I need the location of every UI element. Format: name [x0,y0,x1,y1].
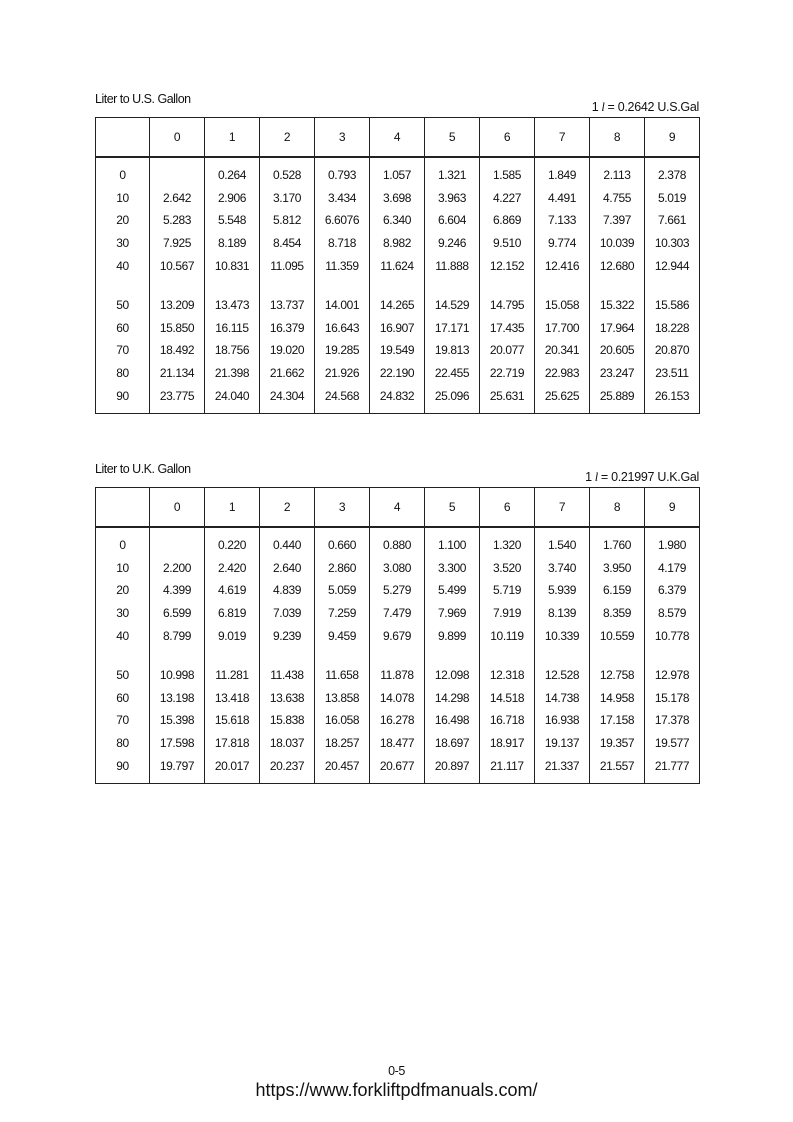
conversion-table [95,117,700,414]
table-cell: 3.434 [315,187,370,210]
table-cell: 7.259 [315,602,370,625]
table-cell: 3.170 [260,187,315,210]
table-cell: 4.179 [645,557,700,580]
table-cell: 15.850 [150,317,205,340]
column-header: 8 [590,488,645,528]
table-cell: 17.171 [425,317,480,340]
table-cell: 20.341 [535,339,590,362]
table-cell: 0.528 [260,164,315,187]
table-cell: 6.819 [205,602,260,625]
table-cell: 6.604 [425,209,480,232]
table-cell: 8.799 [150,624,205,647]
table-cell: 21.777 [645,754,700,777]
row-label: 80 [96,362,150,385]
table-cell: 20.077 [480,339,535,362]
table-cell: 2.640 [260,557,315,580]
table-cell [150,534,205,557]
table-cell: 16.058 [315,709,370,732]
table-cell: 22.455 [425,362,480,385]
table-cell: 18.257 [315,732,370,755]
table-title: Liter to U.S. Gallon [95,92,191,106]
corner-header [96,118,150,158]
table-row [96,557,700,580]
table-cell: 1.320 [480,534,535,557]
column-header: 4 [370,118,425,158]
table-cell: 26.153 [645,384,700,407]
table-cell: 12.758 [590,664,645,687]
table-cell [150,164,205,187]
table-cell: 24.304 [260,384,315,407]
table-cell: 19.577 [645,732,700,755]
table-cell: 13.198 [150,687,205,710]
table-cell: 9.774 [535,232,590,255]
column-header: 0 [150,118,205,158]
column-header: 2 [260,118,315,158]
table-row [96,732,700,755]
table-cell: 3.698 [370,187,425,210]
spacer-row [96,157,700,164]
table-cell: 13.418 [205,687,260,710]
table-cell: 0.660 [315,534,370,557]
table-cell: 3.950 [590,557,645,580]
column-header: 4 [370,488,425,528]
table-cell: 18.492 [150,339,205,362]
table-cell: 16.498 [425,709,480,732]
column-header: 3 [315,488,370,528]
table-cell: 20.017 [205,754,260,777]
table-cell: 3.300 [425,557,480,580]
row-label: 70 [96,339,150,362]
table-cell: 16.938 [535,709,590,732]
table-cell: 1.057 [370,164,425,187]
table-cell: 14.298 [425,687,480,710]
table-cell: 1.849 [535,164,590,187]
table-cell: 21.557 [590,754,645,777]
table-cell: 10.039 [590,232,645,255]
table-cell: 20.897 [425,754,480,777]
table-cell: 21.337 [535,754,590,777]
table-cell: 7.969 [425,602,480,625]
table-cell: 12.680 [590,254,645,277]
table-cell: 6.6076 [315,209,370,232]
table-cell: 15.058 [535,294,590,317]
table-cell: 17.378 [645,709,700,732]
table-cell: 5.019 [645,187,700,210]
table-cell: 0.220 [205,534,260,557]
table-cell: 0.793 [315,164,370,187]
table-cell: 1.321 [425,164,480,187]
table-cell: 20.605 [590,339,645,362]
table-cell: 19.797 [150,754,205,777]
table-cell: 18.477 [370,732,425,755]
factor-prefix: 1 [591,100,599,114]
table-cell: 17.700 [535,317,590,340]
table-cell: 14.738 [535,687,590,710]
row-label: 90 [96,384,150,407]
table-cell: 25.631 [480,384,535,407]
table-cell: 14.001 [315,294,370,317]
table-cell: 10.998 [150,664,205,687]
table-cell: 25.625 [535,384,590,407]
row-label: 50 [96,664,150,687]
table-cell: 20.870 [645,339,700,362]
table-cell: 11.438 [260,664,315,687]
row-label: 0 [96,164,150,187]
table-cell: 3.080 [370,557,425,580]
table-row [96,384,700,407]
table-cell: 16.115 [205,317,260,340]
row-label: 40 [96,254,150,277]
table-cell: 8.359 [590,602,645,625]
table-row [96,164,700,187]
table-row [96,294,700,317]
table-cell: 6.340 [370,209,425,232]
table-cell: 5.719 [480,579,535,602]
column-header: 5 [425,488,480,528]
table-cell: 5.059 [315,579,370,602]
column-header: 3 [315,118,370,158]
column-header: 6 [480,488,535,528]
table-title: Liter to U.K. Gallon [95,462,191,476]
table-cell: 4.399 [150,579,205,602]
table-cell: 8.139 [535,602,590,625]
row-label: 30 [96,602,150,625]
table-cell: 24.040 [205,384,260,407]
table-cell: 12.528 [535,664,590,687]
table-row [96,709,700,732]
table-row [96,624,700,647]
table-row [96,664,700,687]
table-cell: 16.718 [480,709,535,732]
table-cell: 10.339 [535,624,590,647]
table-cell: 23.511 [645,362,700,385]
table-cell: 10.567 [150,254,205,277]
table-cell: 16.907 [370,317,425,340]
table-row [96,362,700,385]
table-cell: 23.775 [150,384,205,407]
row-label: 0 [96,534,150,557]
table-cell: 14.078 [370,687,425,710]
column-header: 5 [425,118,480,158]
table-cell: 7.479 [370,602,425,625]
row-label: 80 [96,732,150,755]
column-header: 9 [645,488,700,528]
table-cell: 6.869 [480,209,535,232]
table-cell: 7.661 [645,209,700,232]
table-cell: 20.237 [260,754,315,777]
table-cell: 5.939 [535,579,590,602]
table-cell: 19.813 [425,339,480,362]
row-label: 30 [96,232,150,255]
table-cell: 13.737 [260,294,315,317]
table-cell: 22.719 [480,362,535,385]
table-cell: 13.473 [205,294,260,317]
corner-header [96,488,150,528]
table-cell: 9.510 [480,232,535,255]
table-cell: 21.662 [260,362,315,385]
table-cell: 12.416 [535,254,590,277]
table-cell: 19.357 [590,732,645,755]
table-cell: 2.420 [205,557,260,580]
column-header: 8 [590,118,645,158]
table-cell: 15.398 [150,709,205,732]
spacer-row [96,407,700,414]
table-cell: 17.158 [590,709,645,732]
row-label: 60 [96,687,150,710]
table-row [96,534,700,557]
table-cell: 13.209 [150,294,205,317]
table-cell: 5.279 [370,579,425,602]
table-cell: 10.831 [205,254,260,277]
table-cell: 15.618 [205,709,260,732]
table-cell: 0.264 [205,164,260,187]
table-cell: 11.359 [315,254,370,277]
table-cell: 5.812 [260,209,315,232]
table-cell: 9.899 [425,624,480,647]
table-cell: 19.549 [370,339,425,362]
table-cell: 4.839 [260,579,315,602]
table-cell: 22.190 [370,362,425,385]
table-cell: 5.548 [205,209,260,232]
table-cell: 9.246 [425,232,480,255]
table-cell: 12.152 [480,254,535,277]
column-header: 9 [645,118,700,158]
liter-symbol: l [601,100,605,114]
table-row [96,339,700,362]
table-row [96,317,700,340]
column-header: 6 [480,118,535,158]
table-cell: 9.019 [205,624,260,647]
table-cell: 12.978 [645,664,700,687]
table-cell: 15.838 [260,709,315,732]
table-cell: 12.098 [425,664,480,687]
table-cell: 6.159 [590,579,645,602]
table-cell: 11.878 [370,664,425,687]
table-cell: 18.697 [425,732,480,755]
table-cell: 9.679 [370,624,425,647]
table-cell: 6.379 [645,579,700,602]
table-cell: 0.440 [260,534,315,557]
table-cell: 19.137 [535,732,590,755]
table-row [96,232,700,255]
table-cell: 7.039 [260,602,315,625]
table-cell: 2.642 [150,187,205,210]
table-cell: 15.586 [645,294,700,317]
footer-url: https://www.forkliftpdfmanuals.com/ [255,1080,538,1100]
table-cell: 14.265 [370,294,425,317]
table-cell: 7.133 [535,209,590,232]
table-row [96,579,700,602]
table-row [96,687,700,710]
table-cell: 8.189 [205,232,260,255]
header-row [96,118,700,158]
factor-value: = 0.2642 U.S.Gal [607,100,699,114]
table-cell: 23.247 [590,362,645,385]
table-cell: 17.598 [150,732,205,755]
column-header: 1 [205,118,260,158]
table-cell: 1.540 [535,534,590,557]
table-row [96,209,700,232]
table-row [96,254,700,277]
table-cell: 1.585 [480,164,535,187]
factor-value: = 0.21997 U.K.Gal [600,470,699,484]
table-cell: 18.917 [480,732,535,755]
table-cell: 21.398 [205,362,260,385]
table-cell: 4.227 [480,187,535,210]
table-cell: 1.100 [425,534,480,557]
table-cell: 17.435 [480,317,535,340]
table-cell: 7.397 [590,209,645,232]
table-cell: 9.239 [260,624,315,647]
table-cell: 14.518 [480,687,535,710]
row-label: 50 [96,294,150,317]
table-cell: 17.818 [205,732,260,755]
table-cell: 18.228 [645,317,700,340]
table-cell: 10.303 [645,232,700,255]
table-cell: 5.283 [150,209,205,232]
table-cell: 14.529 [425,294,480,317]
table-cell: 16.278 [370,709,425,732]
table-cell: 24.568 [315,384,370,407]
table-cell: 11.281 [205,664,260,687]
row-label: 10 [96,557,150,580]
table-cell: 16.379 [260,317,315,340]
table-cell: 9.459 [315,624,370,647]
table-cell: 17.964 [590,317,645,340]
table-cell: 14.958 [590,687,645,710]
table-cell: 3.740 [535,557,590,580]
table-cell: 21.134 [150,362,205,385]
table-cell: 11.095 [260,254,315,277]
table-cell: 21.926 [315,362,370,385]
spacer-row [96,777,700,784]
table-cell: 16.643 [315,317,370,340]
row-label: 20 [96,209,150,232]
row-label: 20 [96,579,150,602]
table-cell: 14.795 [480,294,535,317]
table-cell: 13.638 [260,687,315,710]
table-cell: 3.520 [480,557,535,580]
column-header: 7 [535,118,590,158]
table-cell: 25.889 [590,384,645,407]
table-cell: 3.963 [425,187,480,210]
table-cell: 2.200 [150,557,205,580]
table-cell: 18.037 [260,732,315,755]
table-row [96,602,700,625]
table-cell: 2.113 [590,164,645,187]
table-cell: 10.119 [480,624,535,647]
table-cell: 22.983 [535,362,590,385]
row-label: 90 [96,754,150,777]
table-cell: 5.499 [425,579,480,602]
table-cell: 1.760 [590,534,645,557]
column-header: 1 [205,488,260,528]
row-label: 60 [96,317,150,340]
table-cell: 11.624 [370,254,425,277]
table-cell: 4.491 [535,187,590,210]
table-cell: 19.020 [260,339,315,362]
column-header: 2 [260,488,315,528]
table-cell: 11.658 [315,664,370,687]
table-cell: 7.925 [150,232,205,255]
table-cell: 8.982 [370,232,425,255]
table-cell: 12.944 [645,254,700,277]
row-label: 10 [96,187,150,210]
conversion-table [95,487,700,784]
liter-symbol: l [594,470,598,484]
header-row [96,488,700,528]
row-label: 70 [96,709,150,732]
table-cell: 13.858 [315,687,370,710]
table-cell: 8.454 [260,232,315,255]
table-cell: 2.860 [315,557,370,580]
page-number: 0-5 [388,1064,405,1078]
table-cell: 20.457 [315,754,370,777]
column-header: 7 [535,488,590,528]
table-cell: 15.322 [590,294,645,317]
table-cell: 8.718 [315,232,370,255]
table-row [96,187,700,210]
table-cell: 20.677 [370,754,425,777]
conversion-factor [592,100,699,115]
table-cell: 2.906 [205,187,260,210]
spacer-row [96,527,700,534]
column-header: 0 [150,488,205,528]
table-cell: 8.579 [645,602,700,625]
spacer-row [96,647,700,664]
spacer-row [96,277,700,294]
table-cell: 7.919 [480,602,535,625]
row-label: 40 [96,624,150,647]
table-cell: 11.888 [425,254,480,277]
factor-prefix: 1 [585,470,592,484]
table-cell: 10.778 [645,624,700,647]
table-cell: 19.285 [315,339,370,362]
table-row [96,754,700,777]
table-cell: 24.832 [370,384,425,407]
conversion-factor [585,470,699,485]
table-cell: 18.756 [205,339,260,362]
table-cell: 6.599 [150,602,205,625]
table-cell: 12.318 [480,664,535,687]
table-cell: 4.619 [205,579,260,602]
table-cell: 4.755 [590,187,645,210]
table-cell: 15.178 [645,687,700,710]
table-cell: 10.559 [590,624,645,647]
table-cell: 0.880 [370,534,425,557]
table-cell: 25.096 [425,384,480,407]
table-cell: 2.378 [645,164,700,187]
table-cell: 21.117 [480,754,535,777]
table-cell: 1.980 [645,534,700,557]
